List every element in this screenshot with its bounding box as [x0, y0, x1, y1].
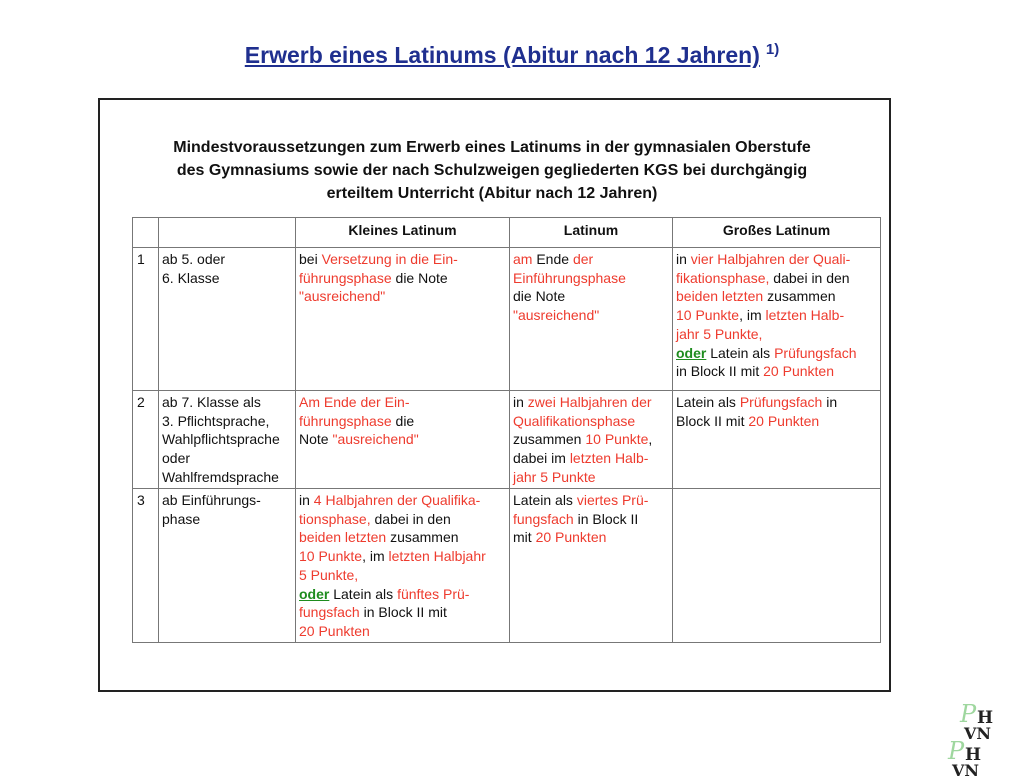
- cell-line: [299, 250, 506, 269]
- text-segment: am: [513, 251, 533, 267]
- cell-line: 3. Pflichtsprache,: [162, 412, 270, 429]
- oder-emphasis: oder: [299, 585, 330, 602]
- start-cell: [159, 489, 296, 643]
- text-segment: fungsfach: [299, 604, 360, 621]
- header-cell-num: [133, 218, 159, 248]
- text-segment: in: [299, 492, 314, 508]
- title-footnote: 1): [765, 41, 780, 58]
- text-segment: zusammen: [386, 529, 459, 546]
- logo-h-letter: H: [965, 745, 982, 765]
- latinum-cell: [510, 391, 673, 489]
- header-cell-start: [159, 218, 296, 248]
- logo-script-letter: P: [948, 737, 965, 765]
- kleines-latinum-cell: [296, 489, 510, 643]
- text-segment: dabei in den: [370, 510, 451, 527]
- cell-line: [676, 325, 877, 344]
- text-segment: 10 Punkte: [676, 307, 740, 324]
- cell-line: [299, 491, 506, 510]
- text-segment: , im: [362, 548, 389, 565]
- heading-line: Mindestvoraussetzungen zum Erwerb eines Latinums in der gymnasialen Oberstufe: [173, 139, 811, 156]
- text-segment: zusammen: [763, 288, 836, 305]
- table-row: [133, 489, 881, 643]
- text-segment: Versetzung in die Ein-: [321, 251, 458, 267]
- text-segment: führungsphase: [299, 412, 392, 429]
- logo-vn-letters: VN: [952, 761, 980, 780]
- latinum-cell: [510, 248, 673, 391]
- cell-line: [299, 287, 506, 306]
- oder-emphasis: oder: [676, 344, 707, 361]
- cell-line: Wahlfremdsprache: [162, 468, 279, 485]
- cell-line: [299, 622, 506, 641]
- kleines-latinum-cell: [296, 248, 510, 391]
- cell-line: [513, 393, 669, 412]
- cell-line: [299, 547, 506, 566]
- text-segment: letzten Halbjahr: [388, 548, 486, 565]
- cell-line: [299, 393, 506, 412]
- text-segment: in Block II: [573, 510, 639, 527]
- text-segment: 20 Punkten: [763, 363, 834, 380]
- text-segment: in Block II mit: [359, 604, 447, 621]
- text-segment: 4 Halbjahren der Qualifika-: [313, 492, 481, 508]
- text-segment: Note: [299, 431, 333, 448]
- heading-line: des Gymnasiums sowie der nach Schulzweigen gegliederten KGS bei durchgängig: [176, 162, 808, 179]
- row-number: 3: [133, 489, 159, 643]
- cell-line: ab 5. oder: [162, 251, 226, 267]
- table-row: [133, 248, 881, 391]
- text-segment: letzten Halb-: [569, 450, 649, 467]
- text-segment: vier Halbjahren der Quali-: [690, 251, 851, 267]
- cell-line: [513, 449, 669, 468]
- text-segment: in: [676, 251, 691, 267]
- cell-line: [513, 430, 669, 449]
- row-number: 1: [133, 248, 159, 391]
- header-row: [133, 218, 881, 248]
- text-segment: die Note: [391, 269, 448, 286]
- text-segment: Prüfungsfach: [739, 394, 823, 410]
- cell-line: [676, 393, 877, 412]
- cell-line: [513, 412, 669, 431]
- cell-line: [299, 430, 506, 449]
- text-segment: mit: [513, 529, 536, 546]
- text-segment: ,: [648, 431, 653, 448]
- text-segment: zusammen: [513, 431, 586, 448]
- text-segment: Block II mit: [676, 412, 749, 429]
- text-segment: Einführungsphase: [513, 269, 626, 286]
- start-cell: [159, 391, 296, 489]
- text-segment: in: [822, 394, 838, 410]
- text-segment: führungsphase: [299, 269, 392, 286]
- text-segment: bei: [299, 251, 322, 267]
- row-number: 2: [133, 391, 159, 489]
- text-segment: viertes Prü-: [576, 492, 649, 508]
- cell-line: [299, 412, 506, 431]
- logo-script-letter: P: [960, 700, 977, 728]
- table-row: [133, 391, 881, 489]
- text-segment: 20 Punkten: [535, 529, 607, 546]
- cell-line: [513, 250, 669, 269]
- grosses-latinum-cell: [673, 489, 881, 643]
- grosses-latinum-cell: [673, 248, 881, 391]
- text-segment: jahr 5 Punkte: [513, 468, 596, 485]
- cell-line: [676, 306, 877, 325]
- text-segment: "ausreichend": [332, 431, 419, 448]
- start-cell: [159, 248, 296, 391]
- header-cell-kleines-latinum: Kleines Latinum: [296, 218, 510, 248]
- kleines-latinum-cell: [296, 391, 510, 489]
- text-segment: 20 Punkten: [748, 412, 820, 429]
- latinum-cell: [510, 489, 673, 643]
- cell-line: [676, 344, 877, 363]
- cell-line: [676, 362, 877, 381]
- logo-vn-letters: VN: [964, 724, 992, 743]
- text-segment: zwei Halbjahren der: [527, 394, 652, 410]
- slide-title: [0, 42, 1024, 69]
- text-segment: 20 Punkten: [299, 622, 370, 639]
- logo-h-letter: H: [977, 708, 994, 728]
- cell-line: [513, 269, 669, 288]
- text-segment: in: [513, 394, 528, 410]
- text-segment: der: [572, 251, 594, 267]
- text-segment: 10 Punkte: [585, 431, 649, 448]
- content-frame: [98, 98, 982, 780]
- cell-line: [676, 287, 877, 306]
- cell-line: [299, 528, 506, 547]
- text-segment: dabei in den: [769, 269, 850, 286]
- text-segment: "ausreichend": [299, 288, 386, 305]
- cell-line: [676, 269, 877, 288]
- cell-line: [513, 306, 669, 325]
- text-segment: beiden letzten: [299, 529, 387, 546]
- text-segment: 5 Punkte,: [299, 566, 359, 583]
- text-segment: , im: [739, 307, 766, 324]
- text-segment: Latein als: [706, 344, 775, 361]
- text-segment: jahr 5 Punkte,: [676, 325, 763, 342]
- text-segment: in Block II mit: [676, 363, 764, 380]
- cell-line: phase: [162, 510, 201, 527]
- grosses-latinum-cell: [673, 391, 881, 489]
- cell-line: [299, 566, 506, 585]
- text-segment: fünftes Prü-: [397, 585, 470, 602]
- text-segment: dabei im: [513, 450, 570, 467]
- heading-line: erteiltem Unterricht (Abitur nach 12 Jahren): [326, 185, 658, 202]
- text-segment: fungsfach: [513, 510, 574, 527]
- phvn-corner-logo: [960, 700, 1000, 744]
- text-segment: fikationsphase,: [676, 269, 770, 286]
- cell-line: [299, 510, 506, 529]
- cell-line: [299, 269, 506, 288]
- cell-line: [513, 491, 669, 510]
- text-segment: Qualifikationsphase: [513, 412, 636, 429]
- cell-line: Wahlpflichtsprache: [162, 431, 280, 448]
- text-segment: tionsphase,: [299, 510, 371, 527]
- text-segment: "ausreichend": [513, 307, 600, 324]
- requirements-table: [132, 217, 881, 643]
- text-segment: die: [391, 412, 415, 429]
- text-segment: Am Ende der Ein-: [299, 394, 410, 410]
- cell-line: 6. Klasse: [162, 269, 220, 286]
- cell-line: [513, 528, 669, 547]
- cell-line: oder: [162, 450, 191, 467]
- cell-line: [299, 603, 506, 622]
- cell-line: [513, 287, 669, 306]
- text-segment: beiden letzten: [676, 288, 764, 305]
- header-cell-latinum: Latinum: [510, 218, 673, 248]
- text-segment: 10 Punkte: [299, 548, 363, 565]
- cell-line: [513, 510, 669, 529]
- phvn-logo: [948, 737, 988, 781]
- text-segment: die Note: [513, 288, 566, 305]
- cell-line: ab Einführungs-: [162, 492, 261, 508]
- text-segment: Latein als: [329, 585, 398, 602]
- cell-line: ab 7. Klasse als: [162, 394, 261, 410]
- cell-line: [299, 585, 506, 604]
- table-heading: [132, 136, 852, 205]
- cell-line: [676, 250, 877, 269]
- text-segment: Prüfungsfach: [774, 344, 857, 361]
- title-text: Erwerb eines Latinums (Abitur nach 12 Jahren): [244, 42, 760, 68]
- cell-line: [513, 468, 669, 487]
- text-segment: Latein als: [513, 492, 577, 508]
- text-segment: Latein als: [676, 394, 740, 410]
- text-segment: letzten Halb-: [765, 307, 845, 324]
- header-cell-grosses-latinum: Großes Latinum: [673, 218, 881, 248]
- cell-line: [676, 412, 877, 431]
- text-segment: Ende: [532, 251, 573, 267]
